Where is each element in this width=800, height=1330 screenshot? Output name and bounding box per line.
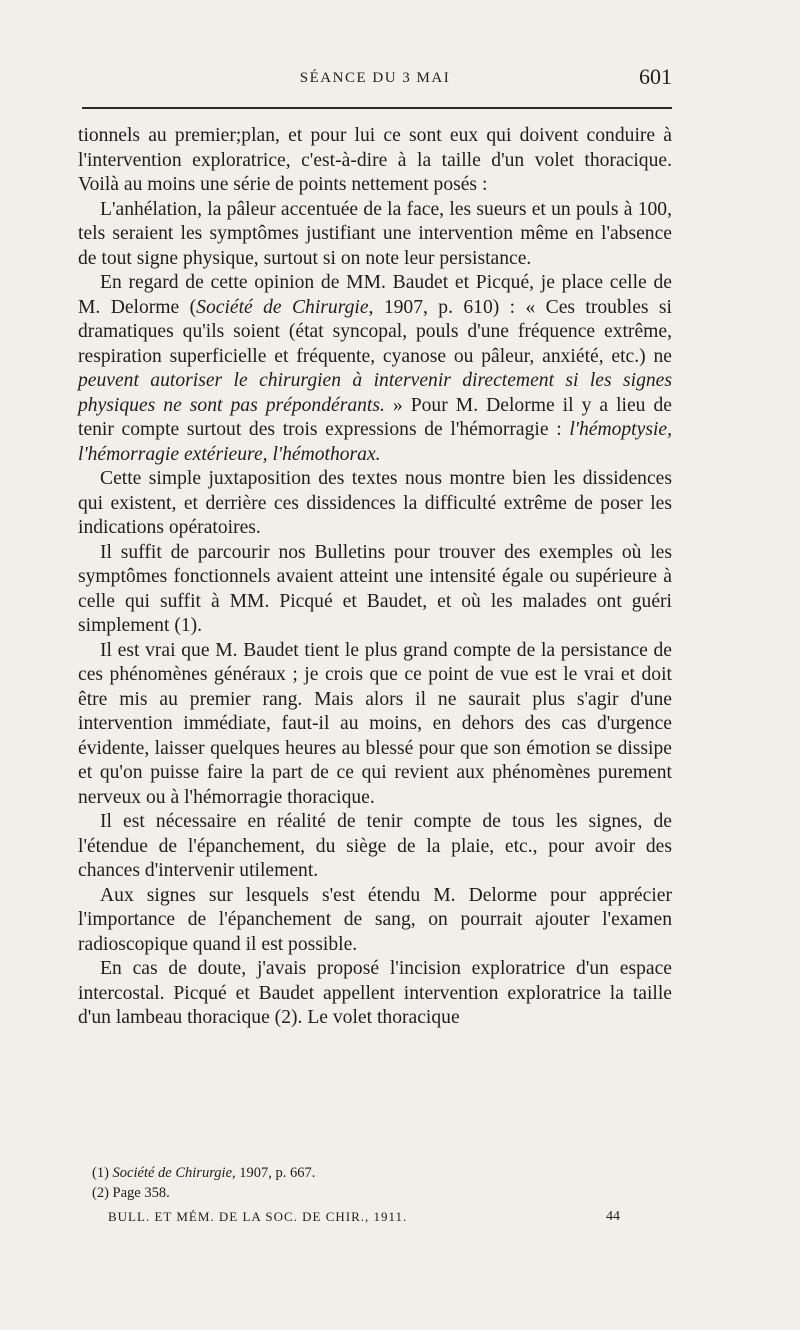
- paragraph-2: L'anhélation, la pâleur accentuée de la face, les sueurs et un pouls à 100, tels seraient les symptômes justifiant une intervention même en l'absence de tout signe physique, surtout si on note leur persistance.: [78, 198, 672, 269]
- paragraph-3-text-e: » Pour M. Delorme il y a lieu de tenir compte surtout des trois expressions de l'hémorragie :: [78, 394, 672, 440]
- paragraph-7: Il est nécessaire en réalité de tenir compte de tous les signes, de l'étendue de l'épanchement, du siège de la plaie, etc., pour avoir des chances d'intervenir utilement.: [78, 811, 672, 881]
- paragraph-3: [78, 271, 672, 467]
- journal-reference: BULL. ET MÉM. DE LA SOC. DE CHIR., 1911.: [108, 1209, 408, 1224]
- running-title: SÉANCE DU 3 MAI: [299, 70, 451, 86]
- paragraph-4: Cette simple juxtaposition des textes nous montre bien les dissidences qui existent, et derrière ces dissidences la difficulté extrême de poser les indications opératoires.: [78, 468, 672, 538]
- header-rule: [82, 107, 672, 109]
- footnotes: [92, 1163, 315, 1203]
- paragraph-5: Il suffit de parcourir nos Bulletins pour trouver des exemples où les symptômes fonctionnels avaient atteint une intensité égale ou supérieure à celle qui suffit à MM. Picqué et Baudet, et où les malades ont guéri simplement (1).: [78, 541, 672, 636]
- footnote-1-rest: , 1907, p. 667.: [232, 1165, 316, 1181]
- page-footer: [108, 1209, 620, 1225]
- paragraph-9: En cas de doute, j'avais proposé l'incision exploratrice d'un espace intercostal. Picqué et Baudet appellent intervention exploratrice la taille d'un lambeau thoracique (2). Le volet thoracique: [78, 958, 672, 1028]
- paragraph-1: tionnels au premier;plan, et pour lui ce sont eux qui doivent conduire à l'intervention exploratrice, c'est-à-dire à la taille d'un volet thoracique. Voilà au moins une série de points nettement posés :: [78, 125, 672, 195]
- body-text: [78, 124, 672, 1031]
- delorme-quote-emphasis: peuvent autoriser le chirurgien à intervenir directement si les signes physiques ne sont pas prépondérants.: [78, 370, 672, 416]
- signature-mark: 44: [606, 1209, 620, 1224]
- footnote-1-title: Société de Chirurgie: [112, 1165, 233, 1181]
- page-header: [78, 64, 672, 94]
- paragraph-3-text-a: En regard de cette opinion de MM. Baudet et Picqué, je place celle de M. Delorme (: [78, 272, 672, 318]
- hemorrhage-expressions: l'hémoptysie, l'hémorragie extérieure, l'hémothorax.: [78, 419, 672, 465]
- journal-citation: Société de Chirurgie: [196, 296, 369, 318]
- paragraph-8: Aux signes sur lesquels s'est étendu M. Delorme pour apprécier l'importance de l'épanchement de sang, on pourrait ajouter l'examen radioscopique quand il est possible.: [78, 884, 672, 955]
- footnote-1: [92, 1163, 315, 1183]
- footnote-1-mark: (1): [92, 1165, 109, 1181]
- footnote-2: (2) Page 358.: [92, 1185, 170, 1201]
- paragraph-6: Il est vrai que M. Baudet tient le plus grand compte de la persistance de ces phénomènes généraux ; je crois que ce point de vue est le vrai et doit être mis au premier rang. Mais alors il ne saurait plus s'agir d'une intervention immédiate, faut-il au moins, en dehors des cas d'urgence évidente, laisser quelques heures au blessé pour que son émotion se dissipe et qu'on puisse faire la part de ce qui revient aux phénomènes purement nerveux ou à l'hémorragie thoracique.: [78, 639, 672, 808]
- page-number: 601: [639, 64, 672, 89]
- paragraph-3-text-c: , 1907, p. 610) : « Ces troubles si dramatiques qu'ils soient (état syncopal, pouls d'une fréquence extrême, respiration superficielle et fréquente, cyanose ou pâleur, anxiété, etc.) ne: [78, 296, 672, 367]
